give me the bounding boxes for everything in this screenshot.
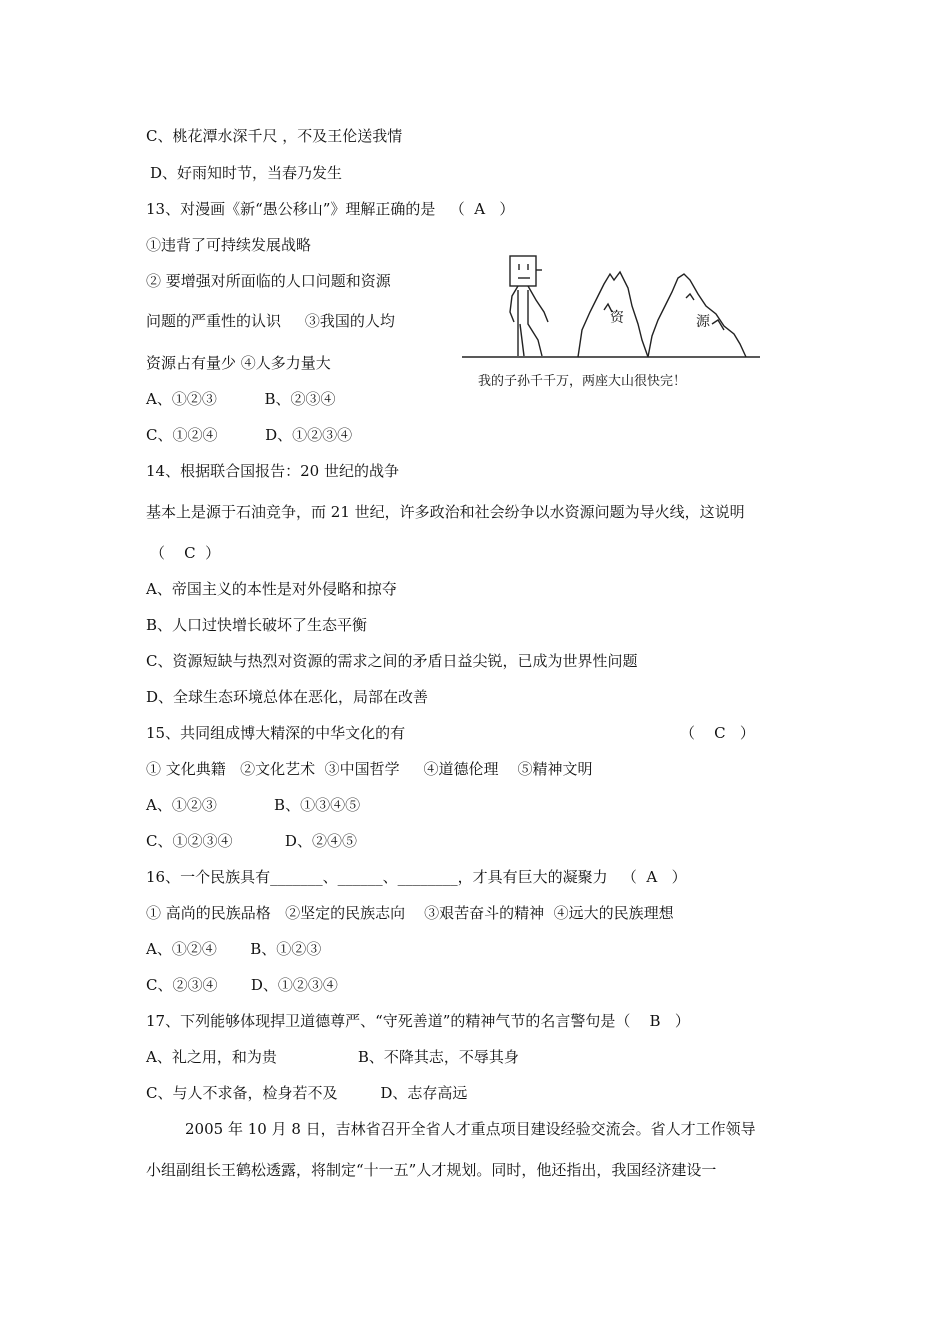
answer-paren: （ C ） xyxy=(150,544,221,562)
question-13: 13、对漫画《新“愚公移山”》理解正确的是 （ A ） xyxy=(146,200,515,218)
figure-head xyxy=(510,256,536,286)
mountain-left-label: 资 xyxy=(610,310,624,326)
text-line: ①违背了可持续发展战略 xyxy=(146,236,312,254)
option-row: C、②③④ D、①②③④ xyxy=(146,976,338,994)
option-row: C、①②④ D、①②③④ xyxy=(146,426,353,444)
text-line: 问题的严重性的认识 ③我国的人均 xyxy=(146,312,395,330)
option-row: C、资源短缺与热烈对资源的需求之间的矛盾日益尖锐，已成为世界性问题 xyxy=(146,652,638,670)
answer-paren: （ C ） xyxy=(680,724,755,742)
option-row: D、全球生态环境总体在恶化，局部在改善 xyxy=(146,688,429,706)
question-17: 17、下列能够体现捍卫道德尊严、“守死善道”的精神气节的名言警句是（ B ） xyxy=(146,1012,690,1030)
text-line: ① 文化典籍 ②文化艺术 ③中国哲学 ④道德伦理 ⑤精神文明 xyxy=(146,760,593,778)
option-row: C、与人不求备，检身若不及 D、志存高远 xyxy=(146,1084,468,1102)
option-row: A、帝国主义的本性是对外侵略和掠夺 xyxy=(146,580,397,598)
paragraph-line: 小组副组长王鹤松透露，将制定“十一五”人才规划。同时，他还指出，我国经济建设一 xyxy=(146,1161,717,1179)
question-15: 15、共同组成博大精深的中华文化的有 xyxy=(146,724,406,742)
option-row: A、①②③ B、①③④⑤ xyxy=(146,796,361,814)
text-line: ① 高尚的民族品格 ②坚定的民族志向 ③艰苦奋斗的精神 ④远大的民族理想 xyxy=(146,904,674,922)
figure-body xyxy=(510,286,518,322)
option-row: A、礼之用，和为贵 B、不降其志，不辱其身 xyxy=(146,1048,519,1066)
question-16: 16、一个民族具有_______、______、________，才具有巨大的凝聚力 （ A ） xyxy=(146,868,687,886)
text-line: 基本上是源于石油竞争，而 21 世纪，许多政治和社会纷争以水资源问题为导火线，这说明 xyxy=(146,503,745,521)
text-line: 资源占有量少 ④人多力量大 xyxy=(146,354,331,372)
text-line: D、好雨知时节，当春乃发生 xyxy=(150,164,343,182)
option-row: C、①②③④ D、②④⑤ xyxy=(146,832,357,850)
question-14: 14、根据联合国报告：20 世纪的战争 xyxy=(146,462,399,480)
cartoon-caption: 我的子孙千千万，两座大山很快完！ xyxy=(478,374,687,389)
option-row: B、人口过快增长破坏了生态平衡 xyxy=(146,616,368,634)
mountain-right-label: 源 xyxy=(696,314,710,330)
option-row: A、①②③ B、②③④ xyxy=(146,390,336,408)
text-line: C、桃花潭水深千尺 ，不及王伦送我情 xyxy=(146,127,403,145)
text-line: ② 要增强对所面临的人口问题和资源 xyxy=(146,272,391,290)
option-row: A、①②④ B、①②③ xyxy=(146,940,322,958)
paragraph-line: 2005 年 10 月 8 日，吉林省召开全省人才重点项目建设经验交流会。省人才工作领导 xyxy=(185,1120,756,1138)
